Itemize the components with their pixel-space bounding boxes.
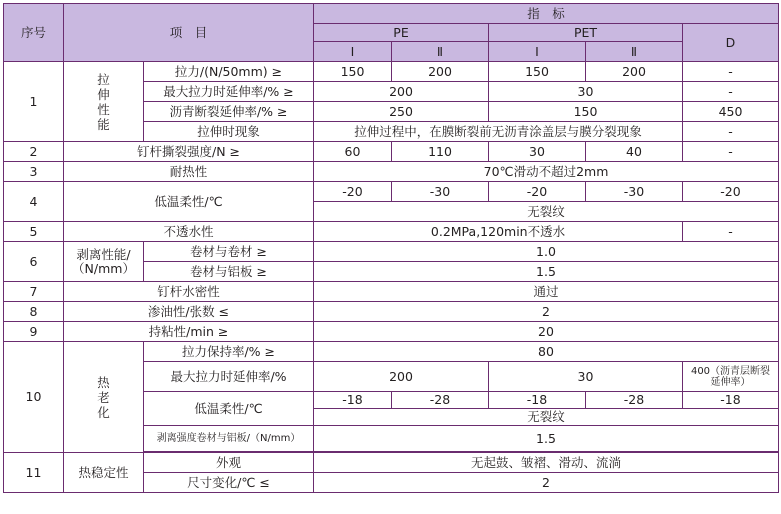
header-pe: PE [314,24,489,42]
header-item: 项 目 [64,4,314,62]
row-10-retention-label: 拉力保持率/% ≥ [144,342,314,362]
row-5-d: - [683,222,779,242]
row-1-asphalt-label: 沥青断裂延伸率/% ≥ [144,102,314,122]
row-11-size-value: 2 [314,473,779,493]
header-pet-ii: Ⅱ [586,42,683,62]
row-2-pet1: 30 [489,142,586,162]
row-10-group: 热老化 [64,342,144,453]
row-6-no: 6 [4,242,64,282]
row-4-label: 低温柔性/℃ [64,182,314,222]
header-pe-ii: Ⅱ [392,42,489,62]
header-seq: 序号 [4,4,64,62]
row-10-lowtemp-d: -18 [683,392,779,409]
row-4-no: 4 [4,182,64,222]
row-6-b-value: 1.5 [314,262,779,282]
row-10-no: 10 [4,342,64,453]
header-d: D [683,24,779,62]
row-10-lowtemp-result: 无裂纹 [314,409,779,426]
row-5-no: 5 [4,222,64,242]
row-10-lowtemp-label: 低温柔性/℃ [144,392,314,426]
row-2-pe2: 110 [392,142,489,162]
row-6-group: 剥离性能/（N/mm） [64,242,144,282]
row-8-value: 2 [314,302,779,322]
row-5-label: 不透水性 [64,222,314,242]
row-1-tensile-pe1: 150 [314,62,392,82]
row-9-value: 20 [314,322,779,342]
row-11-appearance-value: 无起鼓、皱褶、滑动、流淌 [314,453,779,473]
row-10-maxelong-pet: 30 [489,362,683,392]
row-11-no: 11 [4,453,64,493]
row-1-phenomenon-value: 拉伸过程中，在膜断裂前无沥青涂盖层与膜分裂现象 [314,122,683,142]
row-6-a-label: 卷材与卷材 ≥ [144,242,314,262]
row-11-group: 热稳定性 [64,453,144,493]
row-1-phenomenon-d: - [683,122,779,142]
row-4-pe1: -20 [314,182,392,202]
row-1-tensile-pet1: 150 [489,62,586,82]
row-6-b-label: 卷材与铝板 ≥ [144,262,314,282]
row-7-value: 通过 [314,282,779,302]
row-10-peel-label: 剥离强度卷材与铝板/（N/mm） [144,426,314,452]
row-1-tensile-d: - [683,62,779,82]
row-10-maxelong-pe: 200 [314,362,489,392]
row-1-maxelong-d: - [683,82,779,102]
row-1-asphalt-pet: 150 [489,102,683,122]
row-4-d: -20 [683,182,779,202]
row-1-group: 拉伸性能 [64,62,144,142]
row-2-pet2: 40 [586,142,683,162]
row-10-peel-value: 1.5 [314,426,779,452]
row-1-asphalt-pe: 250 [314,102,489,122]
row-10-retention-value: 80 [314,342,779,362]
row-3-label: 耐热性 [64,162,314,182]
row-10-maxelong-label: 最大拉力时延伸率/% [144,362,314,392]
header-pet-i: Ⅰ [489,42,586,62]
row-4-pet2: -30 [586,182,683,202]
row-1-tensile-pet2: 200 [586,62,683,82]
header-pet: PET [489,24,683,42]
row-3-value: 70℃滑动不超过2mm [314,162,779,182]
header-indicator: 指 标 [314,4,779,24]
row-10-maxelong-d: 400（沥青层断裂延伸率） [683,362,779,392]
row-7-label: 钉杆水密性 [64,282,314,302]
row-9-no: 9 [4,322,64,342]
row-4-pe2: -30 [392,182,489,202]
row-1-phenomenon-label: 拉伸时现象 [144,122,314,142]
row-4-result: 无裂纹 [314,202,779,222]
row-2-pe1: 60 [314,142,392,162]
row-10-lowtemp-pet2: -28 [586,392,683,409]
row-1-tensile-pe2: 200 [392,62,489,82]
row-1-no: 1 [4,62,64,142]
row-9-label: 持粘性/min ≥ [64,322,314,342]
row-11-appearance-label: 外观 [144,453,314,473]
row-2-d: - [683,142,779,162]
row-1-tensile-label: 拉力/(N/50mm) ≥ [144,62,314,82]
row-1-asphalt-d: 450 [683,102,779,122]
row-3-no: 3 [4,162,64,182]
row-2-no: 2 [4,142,64,162]
row-11-size-label: 尺寸变化/℃ ≤ [144,473,314,493]
spec-table [3,3,779,493]
row-1-maxelong-pe: 200 [314,82,489,102]
row-6-a-value: 1.0 [314,242,779,262]
row-1-maxelong-pet: 30 [489,82,683,102]
row-10-lowtemp-pet1: -18 [489,392,586,409]
row-8-label: 渗油性/张数 ≤ [64,302,314,322]
header-pe-i: Ⅰ [314,42,392,62]
row-7-no: 7 [4,282,64,302]
row-1-maxelong-label: 最大拉力时延伸率/% ≥ [144,82,314,102]
row-8-no: 8 [4,302,64,322]
row-10-lowtemp-pe2: -28 [392,392,489,409]
row-4-pet1: -20 [489,182,586,202]
row-5-value: 0.2MPa,120min不透水 [314,222,683,242]
row-2-label: 钉杆撕裂强度/N ≥ [64,142,314,162]
row-10-lowtemp-pe1: -18 [314,392,392,409]
